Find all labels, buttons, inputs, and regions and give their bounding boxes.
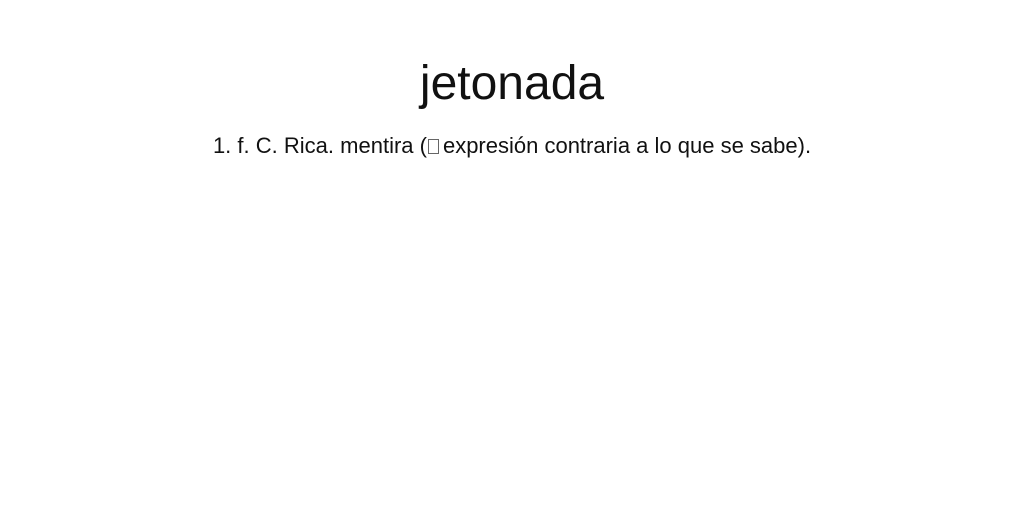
- headword: jetonada: [419, 57, 605, 110]
- grammar-abbreviation: f.: [237, 133, 250, 158]
- sense-number: 1.: [212, 133, 232, 158]
- definition-text-end: expresión contraria a lo que se sabe).: [442, 133, 812, 158]
- definition-text-start: mentira (: [340, 133, 427, 158]
- definition-line: [0, 132, 1024, 160]
- missing-glyph-icon: [428, 139, 439, 154]
- region-abbreviation: C. Rica.: [255, 133, 335, 158]
